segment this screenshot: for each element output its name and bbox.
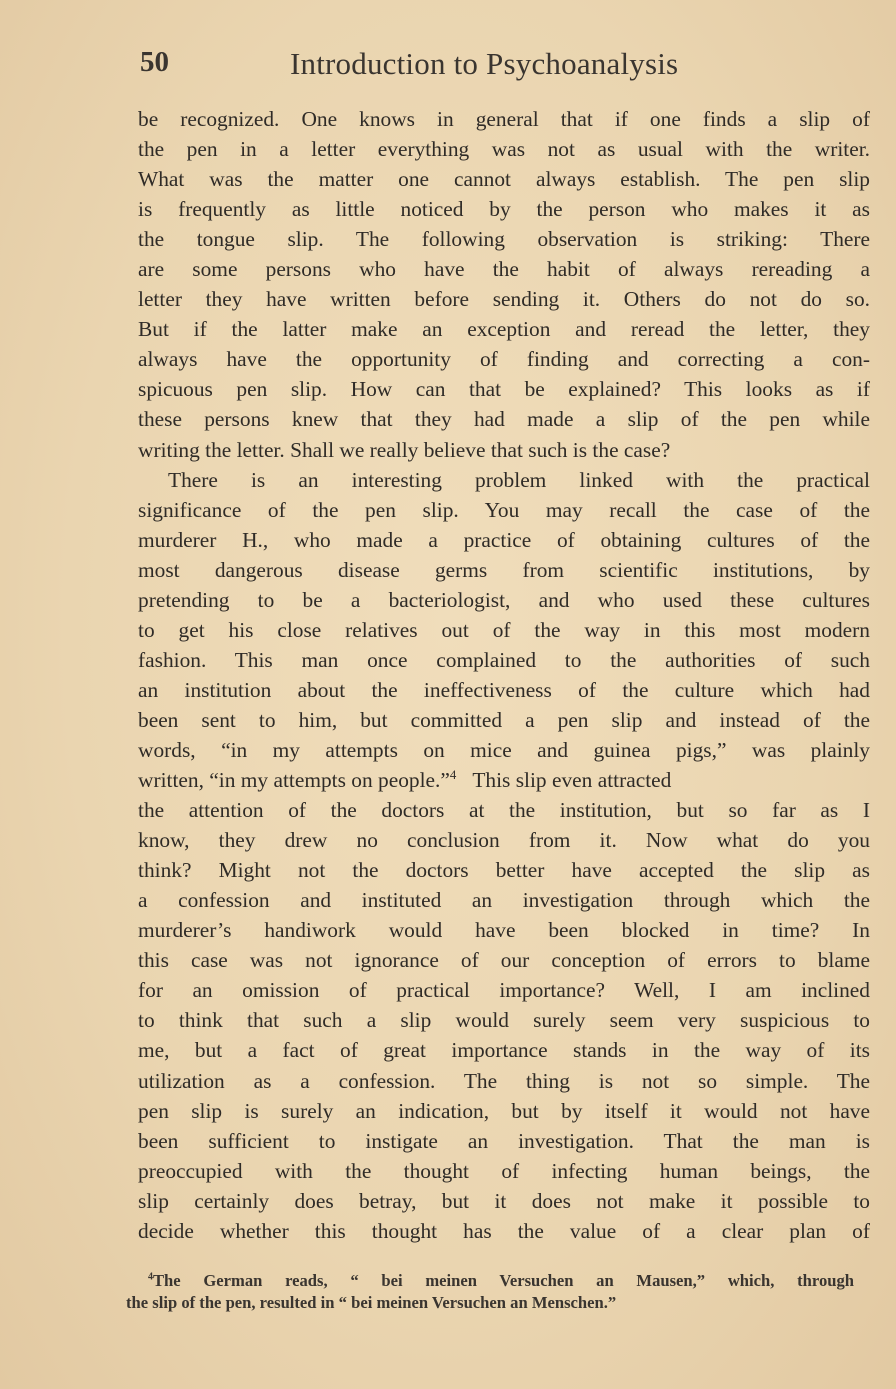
text-line: this case was not ignorance of our conception of errors to blame [138, 948, 870, 973]
footnote-line [126, 1270, 854, 1292]
text-line: been sufficient to instigate an investigation. That the man is [138, 1128, 870, 1153]
text-line: always have the opportunity of finding and correcting a con- [138, 347, 870, 372]
body-text [138, 104, 870, 1246]
footnote [126, 1270, 854, 1314]
text-segment: This slip even attracted [472, 768, 672, 793]
text-line: been sent to him, but committed a pen slip and instead of the [138, 707, 870, 732]
text-line: pen slip is surely an indication, but by itself it would not have [138, 1098, 870, 1123]
footnote-text: The German reads, “ bei meinen Versuchen an Mausen,” which, through [152, 1271, 854, 1290]
text-line: There is an interesting problem linked with the practical [168, 467, 870, 492]
footnote-marker: 4 [148, 1271, 153, 1283]
text-line: utilization as a confession. The thing is not so simple. The [138, 1068, 870, 1093]
footnote-ref: 4 [449, 767, 457, 782]
text-line: the attention of the doctors at the institution, but so far as I [138, 798, 870, 823]
text-line: words, “in my attempts on mice and guinea pigs,” was plainly [138, 737, 870, 762]
text-line: think? Might not the doctors better have accepted the slip as [138, 858, 870, 883]
text-line: the tongue slip. The following observation is striking: There [138, 227, 870, 252]
text-line: writing the letter. Shall we really believe that such is the case? [138, 437, 671, 462]
text-line: for an omission of practical importance? Well, I am inclined [138, 978, 870, 1003]
text-line-with-footnote-ref [138, 765, 870, 795]
text-line: me, but a fact of great importance stands in the way of its [138, 1038, 870, 1063]
text-line: murderer H., who made a practice of obtaining cultures of the [138, 527, 870, 552]
text-line: to think that such a slip would surely seem very suspicious to [138, 1008, 870, 1033]
text-line: fashion. This man once complained to the authorities of such [138, 647, 870, 672]
text-line: preoccupied with the thought of infecting human beings, the [138, 1158, 870, 1183]
text-line: an institution about the ineffectiveness of the culture which had [138, 677, 870, 702]
text-line: be recognized. One knows in general that if one finds a slip of [138, 107, 870, 131]
running-head [140, 46, 720, 86]
text-line: are some persons who have the habit of always rereading a [138, 257, 870, 282]
text-line: to get his close relatives out of the way in this most modern [138, 617, 870, 642]
text-line: is frequently as little noticed by the person who makes it as [138, 197, 870, 222]
footnote-line: the slip of the pen, resulted in “ bei meinen Versuchen an Menschen.” [126, 1293, 617, 1312]
text-segment: written, “in my attempts on people.” [138, 768, 450, 793]
text-line: decide whether this thought has the value of a clear plan of [138, 1218, 870, 1243]
text-line: murderer’s handiwork would have been blocked in time? In [138, 918, 870, 943]
text-line: the pen in a letter everything was not as usual with the writer. [138, 137, 870, 162]
text-line: significance of the pen slip. You may recall the case of the [138, 497, 870, 522]
text-line: But if the latter make an exception and reread the letter, they [138, 317, 870, 342]
running-title: Introduction to Psychoanalysis [290, 46, 679, 81]
text-line: slip certainly does betray, but it does not make it possible to [138, 1188, 870, 1213]
text-line: a confession and instituted an investigation through which the [138, 888, 870, 913]
text-line: these persons knew that they had made a slip of the pen while [138, 407, 870, 432]
text-line: spicuous pen slip. How can that be explained? This looks as if [138, 377, 870, 402]
text-line: know, they drew no conclusion from it. Now what do you [138, 828, 870, 853]
page-number: 50 [140, 46, 169, 78]
text-line: letter they have written before sending it. Others do not do so. [138, 287, 870, 312]
text-line: What was the matter one cannot always establish. The pen slip [138, 167, 870, 192]
text-line: pretending to be a bacteriologist, and who used these cultures [138, 587, 870, 612]
text-line: most dangerous disease germs from scientific institutions, by [138, 557, 870, 582]
